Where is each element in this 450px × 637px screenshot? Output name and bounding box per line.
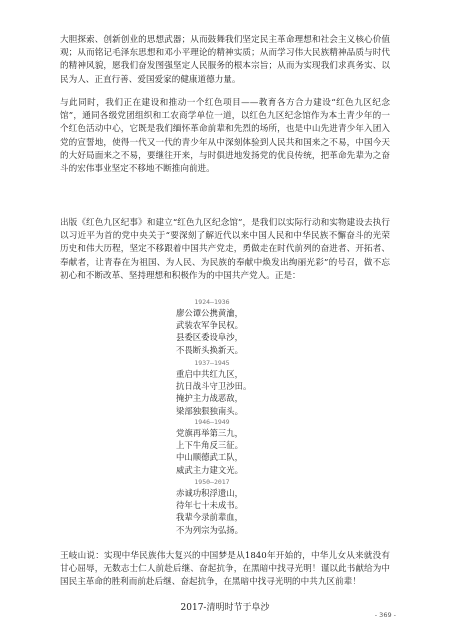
verse-line: 中山顺德武工队，: [176, 452, 243, 463]
verse-line: 重启中共红九区，: [176, 369, 243, 379]
verse-line: 赤诚功积浮遗山，: [176, 488, 243, 498]
poem-stanza-1: [176, 298, 276, 356]
verse-line: 武装农军争民权。: [176, 320, 243, 331]
verse-line: 梁部独狠独南头。: [176, 405, 243, 416]
poem-stanza-2: [176, 359, 276, 417]
stanza-period: 1937—1945: [194, 359, 230, 367]
verse-line: 抗日战斗守卫沙田。: [176, 381, 252, 392]
paragraph-final: 王岐山说：实现中华民族伟大复兴的中国梦是从1840年开始的，中华儿女从来就没有甘心屈辱，无数志士仁人前赴后继、奋起抗争，在黑暗中找寻光明！谨以此书献给为中国民主革命的胜利而前赴后继、奋起抗争，在黑暗中找寻光明的中共九区前辈！: [60, 551, 390, 588]
poem-stanza-4: [176, 478, 276, 536]
verse-line: 待年七十未成书。: [176, 500, 243, 511]
paragraph-2: 与此同时，我们正在建设和推动一个红色项目——教育各方合力建设“红色九区纪念馆”，通同各级党团组织和工农商学单位一道，以红色九区纪念馆作为本土青少年的一个红色活动中心，它既是我们缅怀革命前辈和先烈的场所，也是中山先进青少年入团入党的宣誓地，使得一代又一代的青少年从中深刻体验到人民共和国来之不易，中国今天的大好局面来之不易，要继往开来，与时俱进地发扬党的优良传统，把革命先辈为之奋斗的宏伟事业坚定不移地不断推向前进。: [60, 98, 390, 175]
verse-line: 不畏断头换新天。: [176, 344, 243, 355]
verse-line: 廖公谭公携黄瀹，: [176, 308, 243, 318]
stanza-period: 1950—2017: [194, 478, 230, 486]
paragraph-3: 出版《红色九区纪事》和建立“红色九区纪念馆”，是我们以实际行动和实物建设去执行以习近平为首的党中央关于“要深刻了解近代以来中国人民和中华民族不懈奋斗的光荣历史和伟大历程，坚定不移跟着中国共产党走，勇做走在时代前列的奋进者、开拓者、奉献者，让青春在为祖国、为人民、为民族的奉献中焕发出绚丽光彩”的号召，做不忘初心和不断改革、坚持理想和积极作为的中国共产党人。正是：: [60, 218, 390, 281]
verse-line: 不为列宗为弘扬。: [176, 524, 243, 535]
page-number: - 369 -: [374, 611, 396, 619]
paragraph-1: 大胆探索、创新创业的思想武器；从而鼓舞我们坚定民主革命理想和社会主义核心价值观；从而铭记毛泽东思想和邓小平理论的精神实质；从而学习伟大民族精神品质与时代的精神风貌，愿我们奋发图强坚定人民服务的根本宗旨；从而为实现我们求真务实、以民为人、正直行善、爱国爱家的健康道德力量。: [60, 35, 390, 85]
verse-line: 我辈今录前辈血，: [176, 512, 243, 523]
closing-dateline: 2017-清明时节于阜沙: [180, 603, 270, 613]
stanza-period: 1924—1936: [194, 298, 230, 306]
poem-stanza-3: [176, 418, 276, 476]
verse-line: 掩护主力战恶敌，: [176, 393, 243, 404]
verse-line: 县委区委设阜沙，: [176, 332, 243, 343]
stanza-period: 1946—1949: [194, 418, 230, 426]
verse-line: 党旗再举第三九，: [176, 428, 243, 438]
verse-line: 威武主力建文光。: [176, 464, 243, 475]
verse-line: 上下牛角反三征。: [176, 440, 243, 451]
